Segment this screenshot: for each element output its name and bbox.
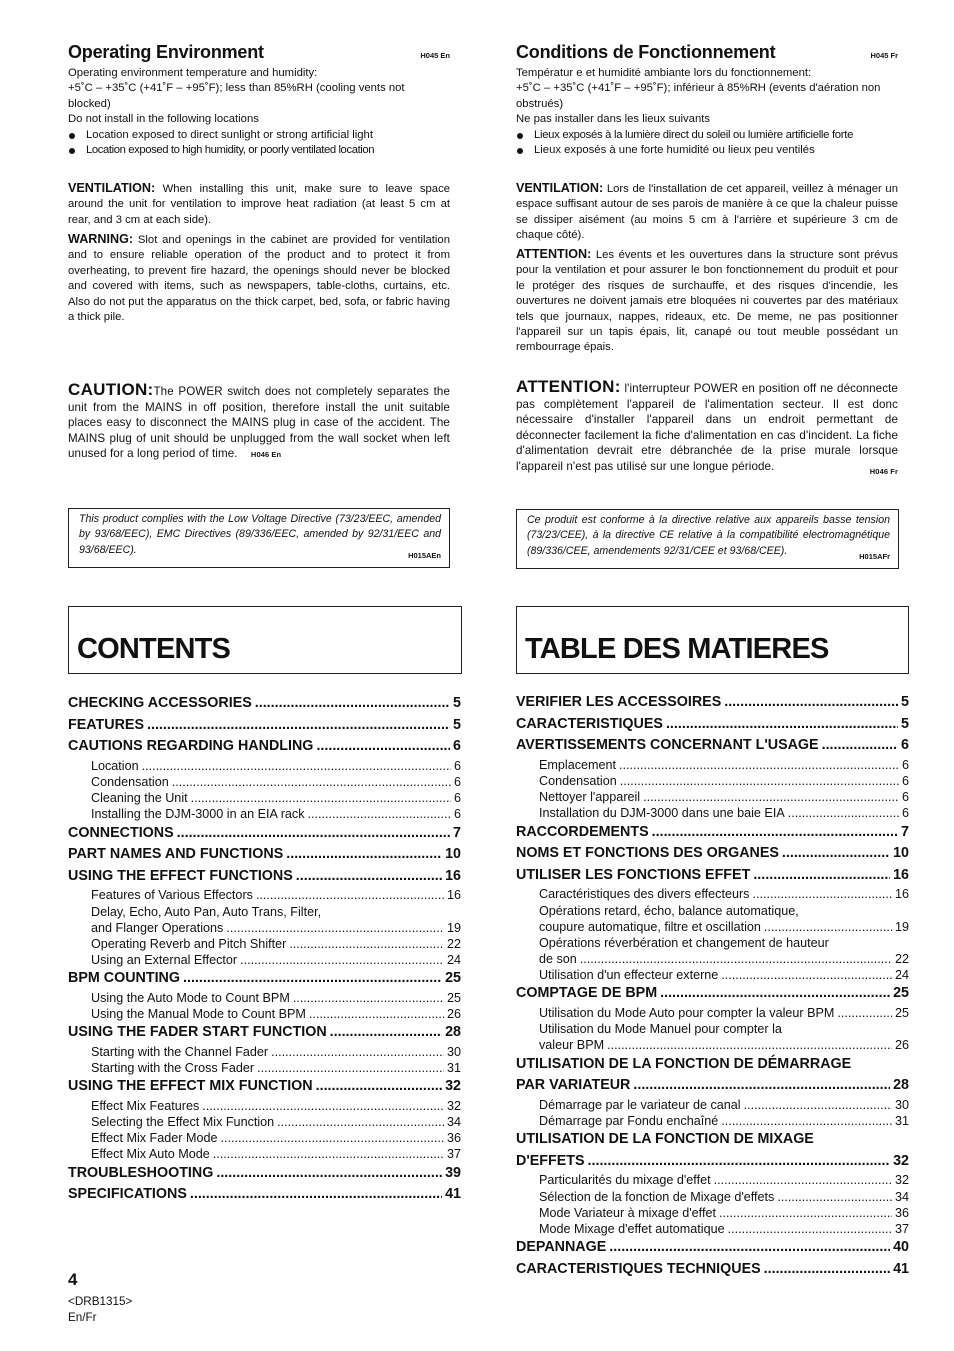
toc-entry-title: DEPANNAGE [516, 1239, 607, 1256]
attention-paragraph [516, 247, 898, 356]
toc-entry-title: valeur BPM [539, 1038, 605, 1053]
toc-page-number: 6 [453, 738, 461, 755]
doc-code: <DRB1315> [68, 1295, 133, 1308]
warning-paragraph [68, 232, 450, 325]
toc-entry-title: Utilisation du Mode Auto pour compter la valeur BPM [539, 1006, 835, 1021]
toc-leader-dots [293, 990, 444, 1006]
toc-section-entry [516, 1075, 909, 1097]
toc-section-entry [68, 1163, 461, 1185]
toc-section-entry [68, 1076, 461, 1098]
toc-leader-dots [719, 1205, 892, 1221]
toc-page-number: 37 [894, 1221, 909, 1236]
toc-entry-title: Cleaning the Unit [91, 791, 188, 806]
toc-page-number: 22 [446, 936, 461, 951]
toc-entry-title: Effect Mix Auto Mode [91, 1147, 210, 1162]
toc-entry-title: TROUBLESHOOTING [68, 1164, 214, 1181]
toc-entry-title: AVERTISSEMENTS CONCERNANT L'USAGE [516, 737, 819, 754]
toc-page-number: 32 [445, 1078, 461, 1095]
language-code: En/Fr [68, 1310, 97, 1324]
toc-page-number: 6 [901, 790, 909, 805]
toc-page-number: 6 [901, 737, 909, 754]
list-item: Location exposed to direct sunlight or strong artificial light [68, 128, 450, 143]
warning-text: Slot and openings in the cabinet are provided for ventilation and to ensure reliable operation of the product and to protect it from overheating, to prevent fire hazard, the openings should never be blocked and covered with items, such as newspapers, table-cloths, curtains, etc. Also do not put the apparatus on the thick carpet, bed, sofa, or fabric having a thick pile. [68, 234, 450, 324]
toc-subsection-entry [68, 1044, 461, 1060]
toc-subsection-entry [68, 1006, 461, 1022]
toc-leader-dots [724, 692, 898, 714]
toc-leader-dots [220, 1130, 444, 1146]
toc-entry-title: BPM COUNTING [68, 970, 180, 987]
toc-subsection-entry [516, 1005, 909, 1021]
toc-entry-title: Using the Auto Mode to Count BPM [91, 990, 290, 1005]
attention-text: Les évents et les ouvertures dans la structure sont prévus pour la ventilation et pour assurer le bon fonctionnement du produit et pour le protéger des risques de surchauffe, et des risques d'incendie, les ouvertures ne doivent jamais etre bloquées ni couvertes par des matériaux tels que journaux, nappes, rideaux, etc. De meme, ne pas positionner l'appareil sur un tapis épais, lit, canapé ou tout meuble possédant un rembourrage épais. [516, 249, 898, 354]
toc-section-entry [516, 692, 909, 714]
toc-entry-title: Sélection de la fonction de Mixage d'effets [539, 1189, 775, 1204]
toc-subsection-entry [516, 1097, 909, 1113]
section-code: H045 En [420, 51, 450, 60]
attention-label: ATTENTION: [516, 247, 592, 261]
toc-french [516, 692, 909, 1280]
toc-leader-dots [286, 844, 442, 866]
toc-leader-dots [721, 1113, 892, 1129]
toc-entry-title: USING THE FADER START FUNCTION [68, 1024, 327, 1041]
attention-power-code: H046 Fr [869, 466, 898, 476]
toc-section-entry [516, 983, 909, 1005]
compliance-code: H015AEn [408, 550, 441, 560]
toc-leader-dots [296, 866, 442, 888]
toc-entry-title: Selecting the Effect Mix Function [91, 1114, 275, 1129]
compliance-code: H015AFr [859, 551, 890, 561]
conditions-section [516, 42, 898, 158]
attention-power-text: l'interrupteur POWER en position off ne déconnecte pas complètement l'appareil de l'alimentation secteur. Il est donc nécessaire d'installer l'appareil dans un endroit permettant de déconnecter facilement la fiche d'alimentation en cas d'incident. La fiche d'alimentation devrait etre débranchée de la prise murale lorsque l'appareil n'est pas utilisé sur une longue période. [516, 382, 898, 473]
toc-page-number: 6 [901, 806, 909, 821]
ventilation-text: When installing this unit, make sure to leave space around the unit for ventilation to improve heat radiation (at least 5 cm at rear, and 3 cm at each side). [68, 183, 450, 226]
toc-entry-title: PAR VARIATEUR [516, 1077, 631, 1094]
toc-subsection-entry [68, 1098, 461, 1114]
toc-section-entry [68, 823, 461, 845]
toc-leader-dots [147, 715, 450, 737]
env-line: Ne pas installer dans les lieux suivants [516, 113, 711, 126]
contents-title: CONTENTS [77, 633, 231, 665]
toc-subsection-entry: Utilisation du Mode Manuel pour compter la [539, 1022, 782, 1037]
toc-leader-dots [620, 773, 899, 789]
toc-leader-dots [666, 714, 898, 736]
toc-leader-dots [277, 1114, 444, 1130]
toc-leader-dots [721, 967, 892, 983]
toc-page-number: 24 [446, 953, 461, 968]
toc-page-number: 40 [893, 1239, 909, 1256]
page-number: 4 [68, 1270, 78, 1289]
toc-page-number: 5 [901, 715, 909, 732]
toc-entry-title: Mode Mixage d'effet automatique [539, 1221, 725, 1236]
toc-page-number: 16 [894, 887, 909, 902]
toc-subsection-entry [516, 886, 909, 902]
toc-subsection-entry: Opérations réverbération et changement de hauteur [539, 935, 829, 950]
toc-section-entry [68, 715, 461, 737]
toc-page-number: 16 [446, 888, 461, 903]
toc-subsection-entry [68, 936, 461, 952]
toc-leader-dots [255, 693, 450, 715]
toc-entry-title: UTILISER LES FONCTIONS EFFET [516, 866, 751, 883]
toc-leader-dots [609, 1237, 890, 1259]
toc-page-number: 32 [894, 1173, 909, 1188]
toc-entry-title: Effect Mix Features [91, 1098, 200, 1113]
toc-page-number: 16 [893, 866, 909, 883]
toc-subsection-entry: Opérations retard, écho, balance automatique, [539, 903, 799, 918]
toc-leader-dots [764, 1259, 890, 1281]
toc-entry-title: COMPTAGE DE BPM [516, 985, 658, 1002]
warning-label: WARNING: [68, 232, 134, 246]
toc-english [68, 693, 461, 1206]
toc-page-number: 5 [453, 695, 461, 711]
toc-subsection-entry [516, 1221, 909, 1237]
toc-subsection-entry [68, 758, 461, 774]
attention-power-label: ATTENTION: [516, 377, 621, 396]
section-title: Operating Environment [68, 42, 264, 62]
toc-page-number: 6 [453, 791, 461, 806]
toc-subsection-entry [516, 1189, 909, 1205]
toc-subsection-entry [68, 790, 461, 806]
caution-label: CAUTION: [68, 380, 154, 399]
toc-subsection-entry [68, 774, 461, 790]
toc-page-number: 6 [453, 807, 461, 822]
toc-leader-dots [633, 1075, 890, 1097]
toc-section-entry [68, 736, 461, 758]
toc-page-number: 7 [453, 824, 461, 841]
toc-page-number: 36 [446, 1131, 461, 1146]
toc-entry-title: CAUTIONS REGARDING HANDLING [68, 738, 314, 755]
toc-leader-dots [607, 1037, 892, 1053]
compliance-text: Ce produit est conforme à la directive relative aux appareils basse tension (73/23/CEE), à la directive CE relative à la compatibilité electromagnétique (89/336/CEE, amendements 92/31/CEE et 93/68/CEE). [527, 514, 890, 557]
toc-entry-title: Using the Manual Mode to Count BPM [91, 1007, 306, 1022]
ventilation-paragraph [68, 181, 450, 228]
ventilation-label: VENTILATION: [516, 181, 604, 195]
toc-entry-title: Particularités du mixage d'effet [539, 1173, 711, 1188]
toc-page-number: 19 [446, 920, 461, 935]
toc-entry-title: NOMS ET FONCTIONS DES ORGANES [516, 845, 779, 862]
toc-leader-dots [330, 1022, 442, 1044]
toc-page-number: 41 [893, 1260, 909, 1277]
toc-page-number: 19 [894, 919, 909, 934]
toc-page-number: 32 [893, 1152, 909, 1169]
toc-entry-title: Condensation [539, 773, 617, 788]
toc-entry-title: and Flanger Operations [91, 920, 224, 935]
toc-leader-dots [309, 1006, 444, 1022]
toc-subsection-entry: Delay, Echo, Auto Pan, Auto Trans, Filter, [91, 904, 322, 919]
toc-leader-dots [643, 789, 899, 805]
toc-entry-title: Nettoyer l'appareil [539, 790, 641, 805]
toc-subsection-entry [68, 990, 461, 1006]
toc-section-entry: UTILISATION DE LA FONCTION DE MIXAGE [516, 1131, 814, 1148]
env-line: Do not install in the following locations [68, 113, 259, 126]
toc-page-number: 25 [894, 1006, 909, 1021]
toc-leader-dots [753, 865, 890, 887]
toc-subsection-entry [516, 805, 909, 821]
toc-section-entry [68, 693, 461, 715]
toc-subsection-entry [516, 789, 909, 805]
toc-page-number: 6 [453, 758, 461, 773]
toc-subsection-entry [68, 1060, 461, 1076]
toc-entry-title: Starting with the Channel Fader [91, 1044, 269, 1059]
ventilation-label: VENTILATION: [68, 181, 156, 195]
toc-page-number: 39 [445, 1164, 461, 1181]
toc-section-entry [516, 1151, 909, 1173]
toc-subsection-entry [516, 1113, 909, 1129]
toc-page-number: 30 [446, 1044, 461, 1059]
toc-page-number: 28 [893, 1077, 909, 1094]
toc-entry-title: CARACTERISTIQUES [516, 715, 663, 732]
toc-entry-title: Emplacement [539, 757, 616, 772]
toc-leader-dots [728, 1221, 892, 1237]
toc-page-number: 5 [901, 694, 909, 710]
toc-page-number: 25 [445, 970, 461, 987]
toc-subsection-entry [516, 919, 909, 935]
toc-section-entry [516, 1237, 909, 1259]
toc-leader-dots [308, 806, 451, 822]
list-item: Lieux exposés à une forte humidité ou lieux peu ventilés [516, 143, 898, 158]
toc-entry-title: Installation du DJM-3000 dans une baie EIA [539, 806, 785, 821]
toc-entry-title: Condensation [91, 774, 169, 789]
ventilation-text: Lors de l'installation de cet appareil, veillez à ménager un espace suffisant autour de ses parois de manière à ce que la chaleur puisse se dissiper aisément (au moins 5 cm à l'arrière et supérieure 3 cm de chaque côté). [516, 183, 898, 242]
operating-environment-section [68, 42, 450, 158]
toc-leader-dots [837, 1005, 892, 1021]
toc-entry-title: Starting with the Cross Fader [91, 1061, 255, 1075]
toc-entry-title: Mode Variateur à mixage d'effet [539, 1205, 716, 1220]
toc-entry-title: Utilisation d'un effecteur externe [539, 968, 719, 983]
toc-section-entry [516, 735, 909, 757]
toc-leader-dots [183, 968, 442, 990]
toc-page-number: 7 [901, 823, 909, 840]
toc-subsection-entry [68, 1114, 461, 1130]
toc-page-number: 10 [893, 845, 909, 862]
section-title: Conditions de Fonctionnement [516, 42, 776, 62]
toc-leader-dots [240, 952, 444, 968]
toc-entry-title: Démarrage par le variateur de canal [539, 1097, 741, 1112]
toc-entry-title: Location [91, 758, 139, 773]
toc-leader-dots [788, 805, 899, 821]
toc-page-number: 5 [453, 716, 461, 733]
toc-entry-title: Démarrage par Fondu enchaîné [539, 1113, 719, 1128]
toc-leader-dots [652, 822, 898, 844]
toc-entry-title: CARACTERISTIQUES TECHNIQUES [516, 1260, 761, 1277]
toc-entry-title: Caractéristiques des divers effecteurs [539, 887, 750, 902]
toc-leader-dots [588, 1151, 891, 1173]
toc-subsection-entry [516, 757, 909, 773]
toc-leader-dots [257, 1060, 444, 1076]
toc-leader-dots [172, 774, 451, 790]
toc-subsection-entry [516, 951, 909, 967]
toc-section-entry [68, 968, 461, 990]
env-line: +5˚C – +35˚C (+41˚F – +95˚F); less than 85%RH (cooling vents not blocked) [68, 82, 405, 110]
compliance-text: This product complies with the Low Voltage Directive (73/23/EEC, amended by 93/68/EEC), EMC Directives (89/336/EEC, amended by 92/31/EEC and 93/68/EEC). [79, 513, 441, 556]
toc-entry-title: Features of Various Effectors [91, 888, 253, 903]
toc-entry-title: FEATURES [68, 716, 144, 733]
toc-section-entry [516, 1259, 909, 1281]
toc-page-number: 25 [893, 985, 909, 1002]
caution-code: H046 En [250, 450, 282, 460]
toc-subsection-entry [516, 967, 909, 983]
toc-page-number: 6 [453, 774, 461, 789]
toc-leader-dots [177, 823, 450, 845]
ventilation-paragraph [516, 181, 898, 244]
contents-title-box [68, 606, 462, 674]
list-item: Location exposed to high humidity, or poorly ventilated location [68, 143, 450, 158]
toc-entry-title: CHECKING ACCESSORIES [68, 695, 252, 711]
env-line: Températur e et humidité ambiante lors du fonctionnement: [516, 67, 812, 79]
toc-page-number: 22 [894, 952, 909, 967]
toc-page-number: 37 [446, 1147, 461, 1162]
toc-leader-dots [619, 757, 899, 773]
toc-entry-title: Operating Reverb and Pitch Shifter [91, 936, 287, 951]
toc-subsection-entry [68, 1130, 461, 1146]
toc-page-number: 6 [901, 757, 909, 772]
toc-page-number: 36 [894, 1205, 909, 1220]
toc-entry-title: RACCORDEMENTS [516, 823, 649, 840]
toc-subsection-entry [516, 1172, 909, 1188]
toc-entry-title: PART NAMES AND FUNCTIONS [68, 846, 284, 863]
toc-entry-title: USING THE EFFECT MIX FUNCTION [68, 1078, 313, 1095]
toc-page-number: 32 [446, 1098, 461, 1113]
toc-page-number: 28 [445, 1024, 461, 1041]
toc-entry-title: Installing the DJM-3000 in an EIA rack [91, 807, 305, 822]
toc-leader-dots [777, 1189, 892, 1205]
toc-subsection-entry [68, 887, 461, 903]
toc-leader-dots [271, 1044, 444, 1060]
toc-entry-title: USING THE EFFECT FUNCTIONS [68, 867, 293, 884]
toc-subsection-entry [516, 773, 909, 789]
toc-page-number: 16 [445, 867, 461, 884]
toc-entry-title: Effect Mix Fader Mode [91, 1131, 218, 1146]
toc-page-number: 34 [894, 1189, 909, 1204]
toc-section-entry: UTILISATION DE LA FONCTION DE DÉMARRAGE [516, 1055, 852, 1072]
toc-subsection-entry [68, 806, 461, 822]
toc-page-number: 24 [894, 968, 909, 983]
toc-leader-dots [316, 1076, 442, 1098]
toc-section-entry [516, 714, 909, 736]
section-code: H045 Fr [870, 51, 898, 60]
toc-page-number: 6 [901, 773, 909, 788]
toc-entry-title: coupure automatique, filtre et oscillation [539, 919, 761, 934]
toc-subsection-entry [68, 952, 461, 968]
toc-page-number: 26 [894, 1038, 909, 1053]
toc-leader-dots [213, 1146, 444, 1162]
toc-entry-title: de son [539, 952, 577, 967]
toc-leader-dots [226, 920, 444, 936]
attention-power-paragraph [516, 379, 898, 480]
env-line: +5˚C – +35˚C (+41˚F – +95˚F); inférieur à 85%RH (events d'aération non obstrués) [516, 82, 881, 110]
toc-section-entry [68, 844, 461, 866]
toc-page-number: 31 [446, 1061, 461, 1075]
list-item: Lieux exposés à la lumière direct du soleil ou lumière artificielle forte [516, 128, 898, 143]
toc-subsection-entry [68, 1146, 461, 1162]
toc-subsection-entry [516, 1205, 909, 1221]
toc-leader-dots [190, 1184, 442, 1206]
toc-subsection-entry [516, 1037, 909, 1053]
toc-section-entry [68, 1022, 461, 1044]
caution-text: The POWER switch does not completely separates the unit from the MAINS in off position, therefore install the unit suitable places easy to disconnect the MAINS plug in case of the accident. The MAINS plug of unit should be unplugged from the wall socket when left unused for a long period of time. [68, 385, 450, 461]
toc-leader-dots [744, 1097, 892, 1113]
toc-leader-dots [289, 936, 444, 952]
toc-leader-dots [752, 886, 892, 902]
compliance-box [516, 509, 899, 569]
toc-page-number: 10 [445, 846, 461, 863]
toc-leader-dots [822, 735, 898, 757]
table-des-matieres-title-box [516, 606, 909, 674]
footer-info [68, 1294, 132, 1325]
toc-page-number: 31 [894, 1113, 909, 1128]
toc-section-entry [516, 822, 909, 844]
toc-leader-dots [256, 887, 444, 903]
toc-section-entry [516, 865, 909, 887]
contents-title: TABLE DES MATIERES [525, 633, 829, 665]
toc-section-entry [516, 843, 909, 865]
toc-entry-title: VERIFIER LES ACCESSOIRES [516, 694, 722, 710]
toc-leader-dots [782, 843, 890, 865]
caution-paragraph [68, 382, 450, 463]
toc-page-number: 25 [446, 990, 461, 1005]
toc-entry-title: CONNECTIONS [68, 824, 174, 841]
toc-leader-dots [216, 1163, 442, 1185]
toc-entry-title: SPECIFICATIONS [68, 1186, 187, 1203]
toc-leader-dots [142, 758, 451, 774]
toc-leader-dots [660, 983, 890, 1005]
toc-page-number: 41 [445, 1186, 461, 1203]
toc-leader-dots [714, 1172, 892, 1188]
toc-entry-title: Using an External Effector [91, 953, 238, 968]
toc-subsection-entry [68, 920, 461, 936]
compliance-box [68, 508, 450, 568]
toc-entry-title: D'EFFETS [516, 1152, 585, 1169]
toc-leader-dots [191, 790, 451, 806]
env-line: Operating environment temperature and humidity: [68, 67, 318, 79]
toc-leader-dots [316, 736, 450, 758]
toc-page-number: 34 [446, 1114, 461, 1129]
toc-page-number: 30 [894, 1097, 909, 1112]
toc-section-entry [68, 1184, 461, 1206]
toc-leader-dots [764, 919, 892, 935]
toc-section-entry [68, 866, 461, 888]
toc-leader-dots [202, 1098, 444, 1114]
toc-page-number: 26 [446, 1007, 461, 1022]
toc-leader-dots [580, 951, 892, 967]
